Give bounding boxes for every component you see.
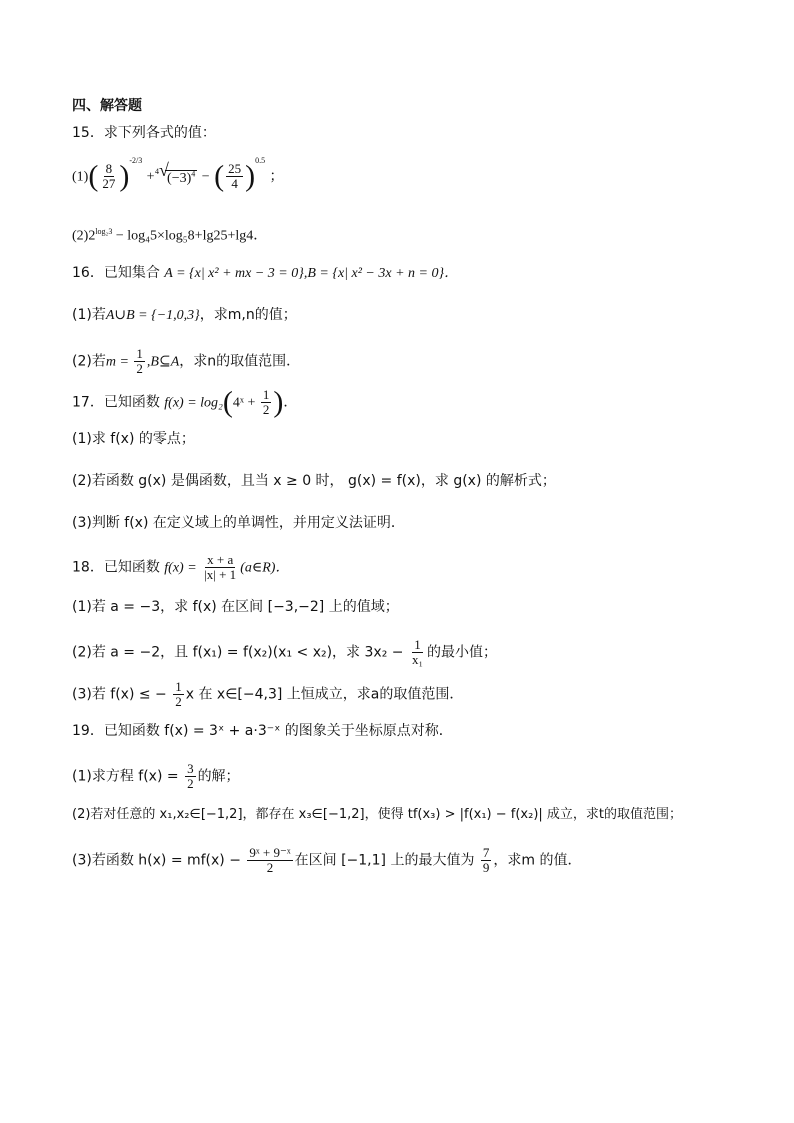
q17-part1: (1)求 f(x) 的零点；: [72, 431, 195, 447]
q16-p2-frac: $\frac{1}{2}$: [136, 346, 143, 376]
q15-p1-exp2: 0.5: [255, 155, 266, 165]
q18-p2-frac: $\frac{1}{\text{x₁}}$: [411, 637, 423, 667]
q16-part2: (2)若m = $\frac{1}{2}$ ,B⊆A，求n的取值范围．: [72, 346, 301, 376]
q19-p1-frac: $\frac{3}{2}$: [187, 761, 194, 791]
q17-part3: (3)判断 f(x) 在定义域上的单调性，并用定义法证明．: [72, 515, 405, 531]
q17-frac: $\frac{1}{2}$: [262, 387, 270, 417]
q15-p1-label: (1): [72, 169, 89, 185]
q19-stem: 19．已知函数 f(x) = 3ˣ + a·3⁻ˣ 的图象关于坐标原点对称．: [72, 723, 453, 739]
q18-stem: 18．已知函数 f(x) = $\frac{x + a}{|x| + 1}$ (a∈R)．: [72, 552, 290, 582]
q19-part1: (1)求方程 f(x) = $\frac{3}{2}$ 的解；: [72, 761, 240, 791]
q17-stem: 17．已知函数 f(x) = log₂(4ˣ + $\frac{1}{2}$ )．: [72, 385, 298, 419]
q18-part1: (1)若 a = −3，求 f(x) 在区间 [−3,−2] 上的值域；: [72, 599, 399, 615]
q18-part3: (3)若 f(x) ≤ − $\frac{1}{2}$ x 在 x∈[−4,3] 上恒成立，求a的取值范围．: [72, 679, 464, 709]
q16-stem: 16．已知集合 A = {x| x² + mx − 3 = 0},B = {x| x² − 3x + n = 0}．: [72, 265, 459, 281]
q15-p1-frac1: $\frac{8}{27}$: [102, 161, 116, 191]
q17-part2: (2)若函数 g(x) 是偶函数，且当 x ≥ 0 时， g(x) = f(x)，求 g(x) 的解析式；: [72, 473, 556, 489]
q15-part1: (1)( $\frac{8}{27}$ )$^{-2/3}$ + 4 √ $(-3)^4$ − ( $\frac{25}{4}$ )$^{0.5}$ ；: [72, 155, 284, 193]
q15-p1-exp1: -2/3: [129, 155, 143, 165]
q15-p1-frac2: $\frac{25}{4}$: [228, 161, 242, 191]
section-title: 四、解答题: [72, 98, 142, 114]
q18-frac: $\frac{x + a}{|x| + 1}$: [204, 552, 237, 582]
q16-part1: (1)若A∪B = {−1,0,3}，求m,n的值；: [72, 307, 297, 323]
q19-p3-frac2: $\frac{7}{9}$: [482, 845, 490, 875]
q19-part2: (2)若对任意的 x₁,x₂∈[−1,2]，都存在 x₃∈[−1,2]，使得 tf(x₃) > |f(x₁) − f(x₂)| 成立，求t的取值范围；: [72, 807, 683, 822]
q19-p3-frac: $\frac{\text{9ˣ + 9⁻ˣ}}{2}$: [249, 845, 291, 875]
q18-part2: (2)若 a = −2，且 f(x₁) = f(x₂)(x₁ < x₂)，求 3x₂ − $\frac{1}{\text{x₁}}$ 的最小值；: [72, 637, 497, 667]
q18-p3-frac: $\frac{1}{2}$: [175, 679, 182, 709]
q19-part3: (3)若函数 h(x) = mf(x) − $\frac{\text{9ˣ + 9⁻ˣ}}{2}$ 在区间 [−1,1] 上的最大值为 $\frac{7}{9}$ ，求m 的值．: [72, 845, 582, 875]
q15-stem: 15．求下列各式的值：: [72, 125, 216, 141]
q15-p1-root: 4 √ $(-3)^4$: [155, 160, 196, 186]
q15-part2: $(2)2^{log_23} - \log_45\times\log_58+\lg 25+\lg 4$．: [72, 227, 268, 244]
